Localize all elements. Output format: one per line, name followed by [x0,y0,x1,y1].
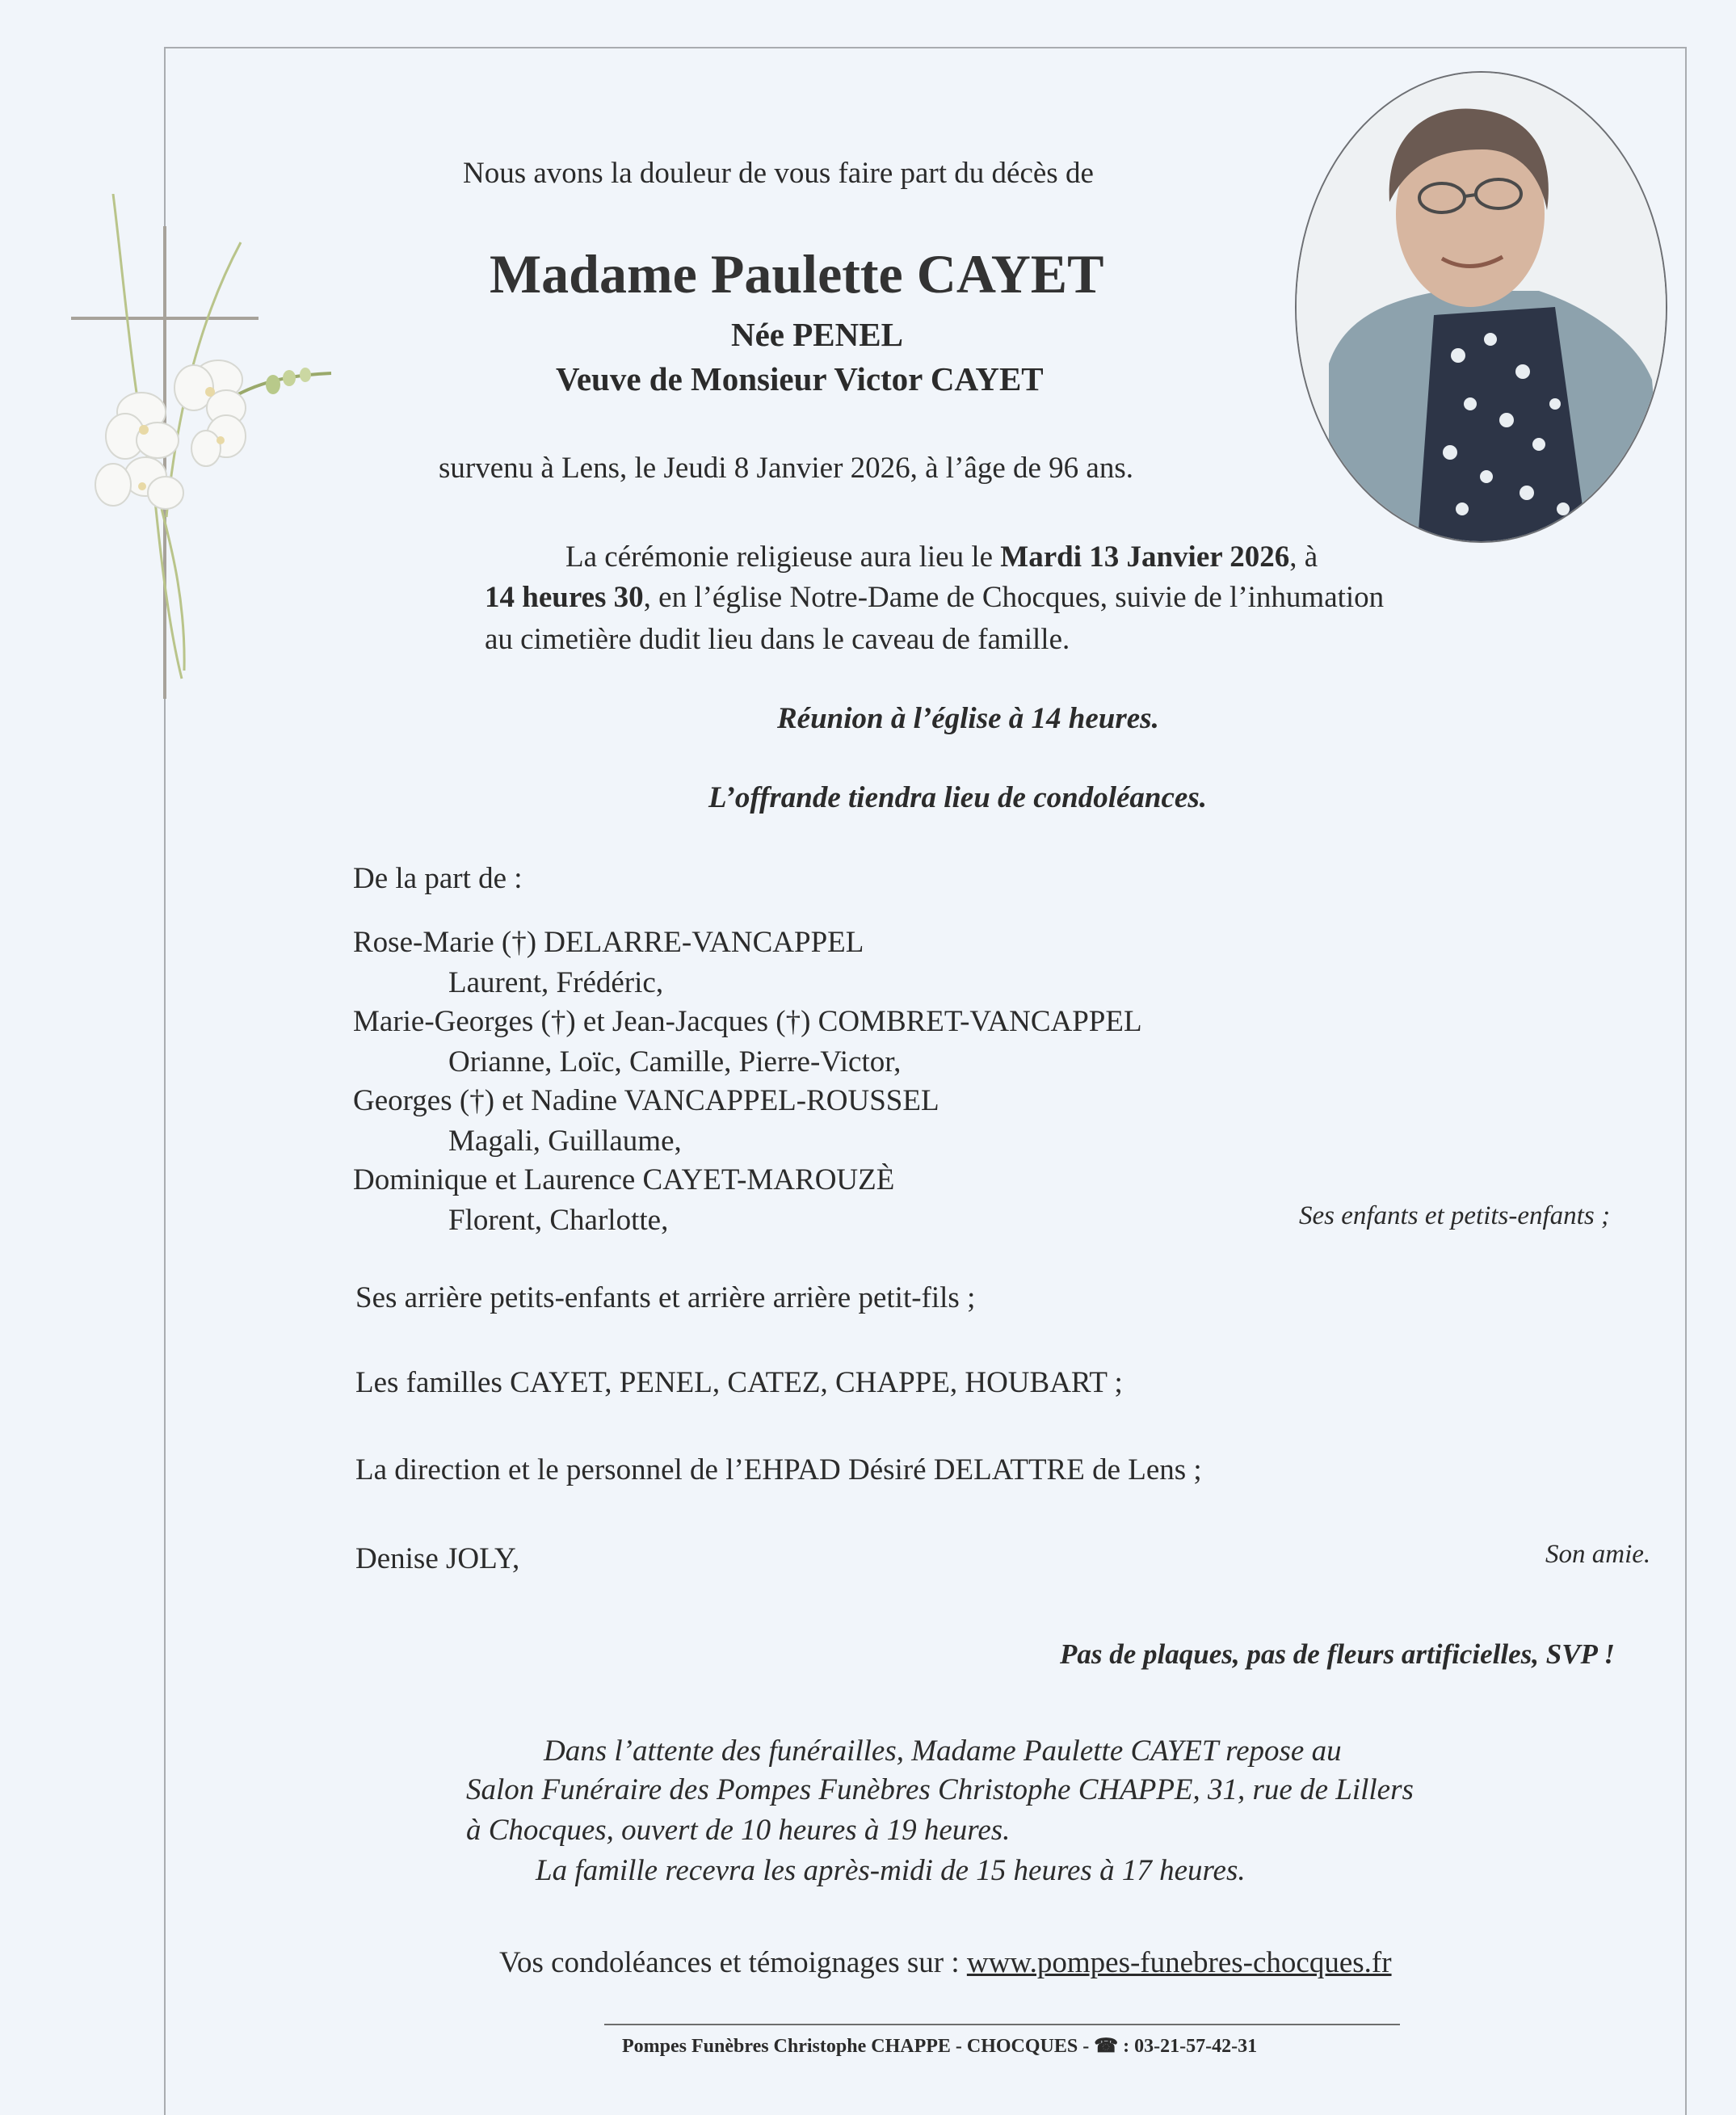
footer-contact: Pompes Funèbres Christophe CHAPPE - CHOCQUES - ☎ : 03-21-57-42-31 [622,2036,1258,2057]
ceremony-text: La cérémonie religieuse aura lieu le [565,540,1001,574]
maiden-name: Née PENEL [731,316,903,353]
website-link[interactable]: www.pompes-funebres-chocques.fr [966,1946,1392,1979]
death-notice: survenu à Lens, le Jeudi 8 Janvier 2026, à l’âge de 96 ans. [439,452,1133,485]
ceremony-line-3: au cimetière dudit lieu dans le caveau de famille. [485,623,1070,656]
family-line: Marie-Georges (†) et Jean-Jacques (†) COMBRET-VANCAPPEL [353,1005,1142,1038]
great-grandchildren: Ses arrière petits-enfants et arrière arrière petit-fils ; [355,1281,976,1314]
from-label: De la part de : [353,862,523,895]
footer-divider [604,2024,1400,2025]
repose-line: Salon Funéraire des Pompes Funèbres Christophe CHAPPE, 31, rue de Lillers [466,1773,1414,1806]
offrande-text: L’offrande tiendra lieu de condoléances. [708,781,1207,814]
ceremony-date: Mardi 13 Janvier 2026 [1000,540,1290,574]
families-line: Les familles CAYET, PENEL, CATEZ, CHAPPE, HOUBART ; [355,1366,1123,1399]
repose-line: Dans l’attente des funérailles, Madame Paulette CAYET repose au [544,1734,1342,1768]
reunion-text: Réunion à l’église à 14 heures. [777,702,1159,735]
family-line: Dominique et Laurence CAYET-MAROUZÈ [353,1163,895,1196]
friend-relation: Son amie. [1545,1540,1651,1569]
repose-line: à Chocques, ouvert de 10 heures à 19 heures. [466,1814,1011,1847]
family-line: Laurent, Frédéric, [448,966,664,999]
ceremony-place: , en l’église Notre-Dame de Chocques, suivie de l’inhumation [643,581,1385,614]
repose-line: La famille recevra les après-midi de 15 heures à 17 heures. [536,1854,1246,1887]
intro-text: Nous avons la douleur de vous faire part du décès de [463,157,1094,190]
ceremony-time: 14 heures 30 [485,581,644,614]
no-plaques-notice: Pas de plaques, pas de fleurs artificielles, SVP ! [1060,1638,1616,1670]
family-line: Orianne, Loïc, Camille, Pierre-Victor, [448,1045,902,1079]
ehpad-line: La direction et le personnel de l’EHPAD Désiré DELATTRE de Lens ; [355,1453,1202,1486]
family-line: Georges (†) et Nadine VANCAPPEL-ROUSSEL [353,1084,939,1117]
condolences-label: Vos condoléances et témoignages sur : [499,1946,967,1979]
family-line: Florent, Charlotte, [448,1204,669,1237]
cross-orchid-decoration [65,194,339,703]
family-line: Rose-Marie (†) DELARRE-VANCAPPEL [353,926,864,959]
deceased-name: Madame Paulette CAYET [490,243,1104,305]
widow-of: Veuve de Monsieur Victor CAYET [556,360,1044,397]
ceremony-line-1 [565,540,1318,574]
friend-name: Denise JOLY, [355,1542,520,1575]
children-label: Ses enfants et petits-enfants ; [1299,1201,1610,1230]
family-line: Magali, Guillaume, [448,1125,682,1158]
ceremony-line-2 [485,580,1384,615]
condolences-line [499,1945,1392,1980]
portrait-image [1297,73,1666,541]
ceremony-text-end: , à [1289,540,1318,574]
portrait-photo [1295,71,1667,543]
